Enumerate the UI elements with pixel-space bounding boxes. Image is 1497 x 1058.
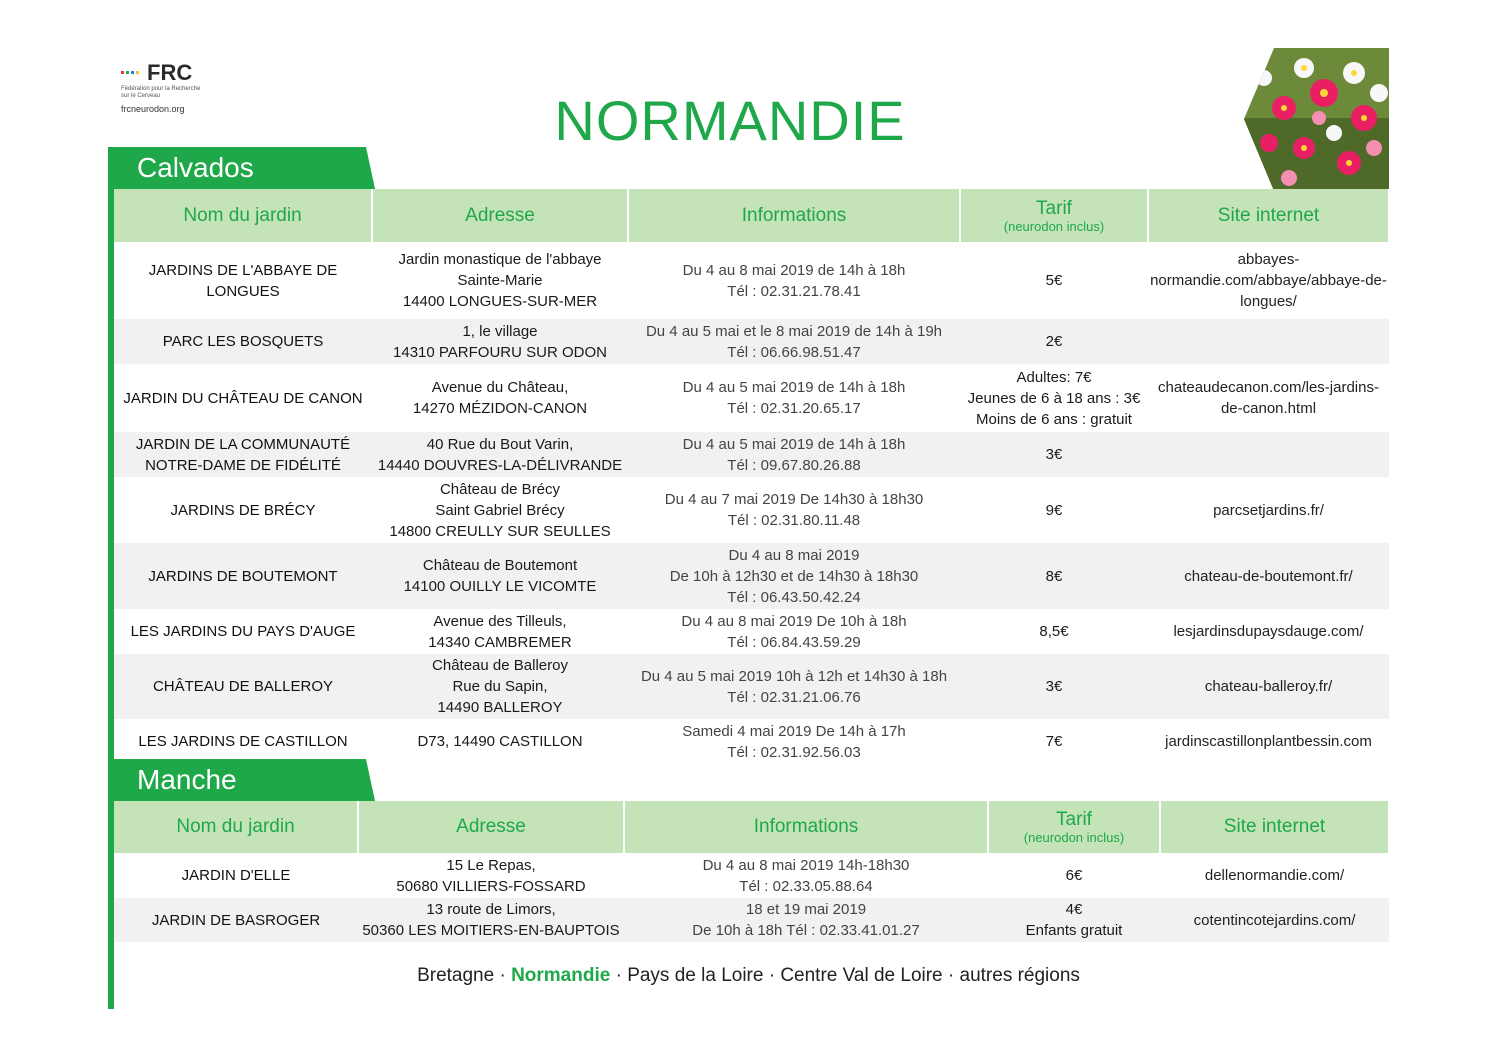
garden-site-link[interactable] [1148, 319, 1389, 364]
garden-name: LES JARDINS DU PAYS D'AUGE [130, 623, 356, 640]
header-name: Nom du jardin [114, 189, 372, 242]
garden-info: Du 4 au 7 mai 2019 De 14h30 à 18h30 Tél : 02.31.80.11.48 [664, 491, 924, 529]
header-info: Informations [628, 189, 960, 242]
garden-price: 5€ [1045, 272, 1063, 289]
garden-info: Du 4 au 5 mai 2019 10h à 12h et 14h30 à 18h Tél : 02.31.21.06.76 [628, 654, 960, 719]
logo-tagline: Fédération pour la Recherche sur le Cerveau [121, 86, 201, 99]
garden-site-link[interactable]: chateaudecanon.com/les-jardins-de-canon.html [1158, 379, 1379, 417]
garden-name: JARDIN DE LA COMMUNAUTÉ NOTRE-DAME DE FIDÉLITÉ [114, 432, 372, 477]
garden-site-link[interactable] [1148, 432, 1389, 477]
header-site: Site internet [1148, 189, 1389, 242]
garden-address: Château de Brécy Saint Gabriel Brécy 14800 CREULLY SUR SEULLES [389, 480, 611, 540]
header-info: Informations [624, 801, 988, 853]
logo-brand: FRC [147, 60, 193, 85]
header-price [960, 189, 1148, 242]
logo-site: frcneurodon.org [121, 104, 185, 114]
garden-site-link[interactable]: abbayes-normandie.com/abbaye/abbaye-de-longues/ [1150, 251, 1387, 310]
garden-price: 9€ [1045, 501, 1063, 519]
garden-name: JARDINS DE BRÉCY [170, 501, 316, 519]
garden-name: CHÂTEAU DE BALLEROY [114, 654, 372, 719]
header-name: Nom du jardin [114, 801, 358, 853]
table-row [114, 853, 1389, 898]
garden-site-link[interactable]: chateau-balleroy.fr/ [1148, 654, 1389, 719]
garden-site-link[interactable]: jardinscastillonplantbessin.com [1165, 733, 1372, 750]
garden-info: Du 4 au 8 mai 2019 14h-18h30 Tél : 02.33.05.88.64 [702, 856, 910, 895]
garden-address: 15 Le Repas, 50680 VILLIERS-FOSSARD [396, 856, 586, 895]
garden-info: Samedi 4 mai 2019 De 14h à 17h Tél : 02.31.92.56.03 [682, 722, 906, 761]
garden-info: Du 4 au 8 mai 2019 De 10h à 18h Tél : 06.84.43.59.29 [681, 612, 907, 651]
garden-address: Jardin monastique de l'abbaye Sainte-Marie 14400 LONGUES-SUR-MER [398, 251, 602, 310]
garden-address: 40 Rue du Bout Varin, 14440 DOUVRES-LA-DÉLIVRANDE [372, 432, 628, 477]
garden-name: JARDIN DE BASROGER [114, 898, 358, 942]
garden-price: 2€ [960, 319, 1148, 364]
garden-name: JARDIN D'ELLE [181, 867, 291, 884]
table-header-row [114, 189, 1389, 242]
flowers-image [1244, 48, 1389, 191]
table-row [114, 719, 1389, 764]
region-nav-after[interactable]: · Pays de la Loire · Centre Val de Loire · autres régions [610, 965, 1080, 986]
garden-price: Adultes: 7€ Jeunes de 6 à 18 ans : 3€ Moins de 6 ans : gratuit [967, 368, 1141, 428]
table-row [114, 477, 1389, 543]
calvados-table [114, 189, 1390, 764]
region-label: Calvados [137, 152, 254, 183]
region-nav-current[interactable]: Normandie [511, 965, 611, 986]
page-title: NORMANDIE [554, 89, 906, 152]
header-price-sub: (neurodon inclus) [1003, 218, 1105, 234]
garden-address: Château de Boutemont 14100 OUILLY LE VICOMTE [372, 543, 628, 609]
garden-name: JARDINS DE L'ABBAYE DE LONGUES [148, 261, 338, 300]
garden-info: 18 et 19 mai 2019 De 10h à 18h Tél : 02.33.41.01.27 [624, 898, 988, 942]
table-row [114, 654, 1389, 719]
garden-price: 7€ [1045, 733, 1063, 750]
header-price [988, 801, 1160, 853]
garden-name: LES JARDINS DE CASTILLON [138, 733, 348, 750]
garden-info: Du 4 au 5 mai 2019 de 14h à 18h Tél : 09.67.80.26.88 [628, 432, 960, 477]
garden-price: 6€ [1065, 867, 1083, 884]
garden-site-link[interactable]: parcsetjardins.fr/ [1213, 501, 1324, 519]
garden-name: PARC LES BOSQUETS [114, 319, 372, 364]
table-row [114, 319, 1389, 364]
garden-price: 3€ [960, 432, 1148, 477]
garden-info: Du 4 au 8 mai 2019 De 10h à 12h30 et de 14h30 à 18h30 Tél : 06.43.50.42.24 [628, 543, 960, 609]
table-row [114, 543, 1389, 609]
garden-site-link[interactable]: chateau-de-boutemont.fr/ [1148, 543, 1389, 609]
garden-name: JARDIN DU CHÂTEAU DE CANON [123, 389, 363, 407]
garden-address: Avenue du Château, 14270 MÉZIDON-CANON [412, 379, 588, 417]
table-row [114, 432, 1389, 477]
table-row [114, 898, 1389, 942]
table-row [114, 609, 1389, 654]
region-calvados-banner [108, 147, 375, 189]
garden-site-link[interactable]: cotentincotejardins.com/ [1160, 898, 1389, 942]
garden-address: D73, 14490 CASTILLON [417, 733, 583, 750]
garden-info: Du 4 au 8 mai 2019 de 14h à 18h Tél : 02.31.21.78.41 [682, 261, 906, 300]
garden-info: Du 4 au 5 mai 2019 de 14h à 18h Tél : 02.31.20.65.17 [682, 379, 906, 417]
garden-price: 3€ [960, 654, 1148, 719]
garden-name: JARDINS DE BOUTEMONT [114, 543, 372, 609]
header-address: Adresse [372, 189, 628, 242]
table-row [114, 364, 1389, 432]
garden-address: Château de Balleroy Rue du Sapin, 14490 BALLEROY [372, 654, 628, 719]
manche-table [114, 801, 1390, 942]
garden-price: 8,5€ [1039, 623, 1069, 640]
region-label: Manche [137, 764, 237, 795]
region-nav-before[interactable]: Bretagne · [417, 965, 512, 986]
logo-dots-icon [121, 67, 141, 78]
region-nav [0, 965, 1497, 987]
garden-site-link[interactable]: lesjardinsdupaysdauge.com/ [1173, 623, 1364, 640]
garden-info: Du 4 au 5 mai et le 8 mai 2019 de 14h à 19h Tél : 06.66.98.51.47 [628, 319, 960, 364]
garden-address: Avenue des Tilleuls, 14340 CAMBREMER [428, 612, 572, 651]
header-address: Adresse [358, 801, 624, 853]
header-price-label: Tarif [1036, 197, 1072, 219]
garden-address: 13 route de Limors, 50360 LES MOITIERS-EN-BAUPTOIS [358, 898, 624, 942]
table-header-row [114, 801, 1389, 853]
table-row [114, 242, 1389, 319]
header-site: Site internet [1160, 801, 1389, 853]
garden-site-link[interactable]: dellenormandie.com/ [1204, 867, 1345, 884]
header-price-label: Tarif [1056, 809, 1092, 830]
garden-price: 4€ Enfants gratuit [988, 898, 1160, 942]
garden-price: 8€ [960, 543, 1148, 609]
garden-address: 1, le village 14310 PARFOURU SUR ODON [372, 319, 628, 364]
header-price-sub: (neurodon inclus) [1023, 830, 1125, 845]
region-manche-banner [108, 759, 375, 801]
